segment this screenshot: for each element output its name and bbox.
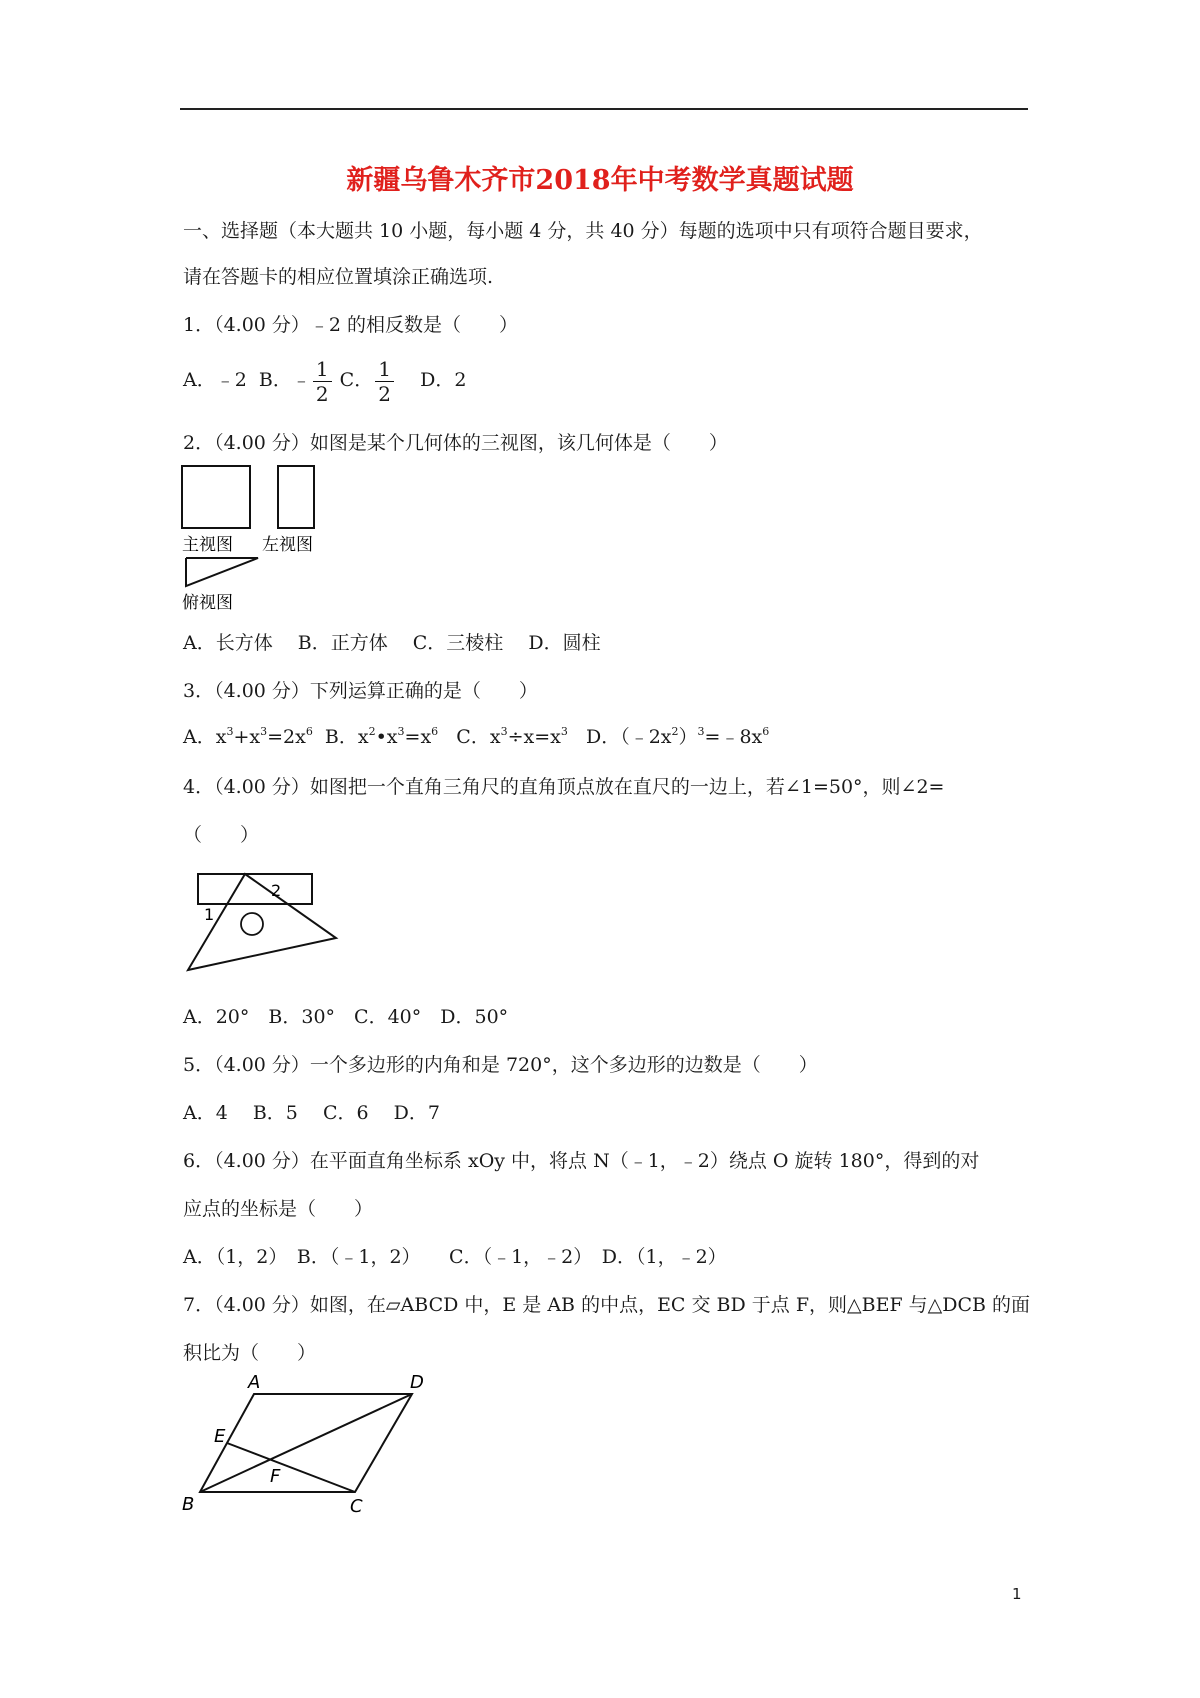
q3-a-mid1: +x [233, 726, 261, 748]
page-number: 1 [1012, 1585, 1022, 1603]
q3-b-exp1: 2 [368, 725, 376, 738]
q1-b-numerator: 1 [313, 357, 332, 382]
q2-options: A．长方体 B．正方体 C．三棱柱 D．圆柱 [183, 632, 601, 654]
q3-d-exp3: 6 [762, 725, 770, 738]
q1-option-c-fraction [375, 357, 394, 406]
q1-c-denominator: 2 [378, 381, 391, 406]
q1-b-denominator: 2 [315, 381, 329, 406]
page-title: 新疆乌鲁木齐市2018年中考数学真题试题 [346, 165, 854, 196]
q2-three-view-figure [180, 462, 340, 614]
q7-stem-line2: 积比为（ ） [183, 1342, 317, 1364]
q7-point-e-label: E [214, 1426, 226, 1447]
q3-d-exp2: 3 [697, 725, 705, 738]
q2-top-view-triangle [186, 558, 258, 586]
q7-stem-line1: 7．（4.00 分）如图，在▱ABCD 中，E 是 AB 的中点，EC 交 BD 于点 F，则△BEF 与△DCB 的面 [183, 1294, 1031, 1316]
q2-front-view-label: 主视图 [182, 535, 233, 555]
q7-diagonal-bd [200, 1394, 412, 1492]
q7-point-f-label: F [270, 1466, 281, 1487]
q1-option-a: A．﹣2 [183, 369, 247, 391]
q3-a-exp1: 3 [226, 725, 234, 738]
q4-options: A．20° B．30° C．40° D．50° [183, 1006, 509, 1028]
q3-a-exp2: 3 [260, 725, 268, 738]
q1-option-b-label: B． [258, 369, 292, 391]
q2-left-view-rect [278, 466, 314, 528]
q4-stem-line1: 4．（4.00 分）如图把一个直角三角尺的直角顶点放在直尺的一边上，若∠1=50°，则∠2= [183, 776, 945, 798]
section-instructions-line1: 一、选择题（本大题共 10 小题，每小题 4 分，共 40 分）每题的选项中只有项符合题目要求， [183, 220, 983, 242]
q4-ruler-triangle-figure [180, 868, 350, 978]
section-instructions-line2: 请在答题卡的相应位置填涂正确选项. [183, 266, 494, 288]
q3-a-mid2: =2x [267, 726, 306, 748]
q1-option-d: D．2 [420, 369, 467, 391]
q4-ruler-rect [198, 874, 312, 904]
q3-b-mid1: •x [375, 726, 398, 748]
q6-options: A．（1，2） B．（﹣1，2） C．（﹣1，﹣2） D．（1，﹣2） [183, 1246, 727, 1268]
q4-angle1-label: 1 [204, 905, 215, 924]
q3-b-mid2: =x [404, 726, 432, 748]
q2-top-view-label: 俯视图 [182, 593, 233, 613]
q7-point-d-label: D [410, 1372, 424, 1393]
q3-c-exp2: 3 [560, 725, 568, 738]
q3-b-exp3: 6 [431, 725, 439, 738]
q7-parallelogram-figure [178, 1372, 438, 1514]
q3-option-d [586, 726, 769, 748]
q1-option-b-sign: ﹣ [291, 369, 311, 391]
q1-option-c-label: C． [339, 369, 374, 391]
q2-left-view-label: 左视图 [262, 535, 313, 555]
q3-c-base: C．x [456, 726, 501, 748]
q3-a-base: A．x [183, 726, 227, 748]
q3-options [183, 724, 769, 750]
q3-b-base: B．x [324, 726, 369, 748]
q3-d-mid2: =﹣8x [704, 726, 763, 748]
q1-c-numerator: 1 [375, 357, 394, 382]
q6-stem-line2: 应点的坐标是（ ） [183, 1198, 374, 1220]
q3-stem: 3．（4.00 分）下列运算正确的是（ ） [183, 680, 538, 702]
q5-options: A．4 B．5 C．6 D．7 [183, 1102, 440, 1124]
q3-option-a [183, 726, 313, 748]
q6-stem-line1: 6．（4.00 分）在平面直角坐标系 xOy 中，将点 N（﹣1，﹣2）绕点 O 旋转 180°，得到的对 [183, 1150, 980, 1172]
q7-point-c-label: C [350, 1496, 363, 1514]
q2-front-view-rect [182, 466, 250, 528]
q7-point-a-label: A [248, 1372, 261, 1393]
q3-d-exp1: 2 [671, 725, 679, 738]
q3-c-mid1: ÷x=x [507, 726, 561, 748]
q3-b-exp2: 3 [397, 725, 405, 738]
q3-a-exp3: 6 [305, 725, 313, 738]
q1-options [183, 352, 466, 408]
q7-point-b-label: B [182, 1494, 195, 1514]
q3-c-exp1: 3 [500, 725, 508, 738]
q3-option-b [325, 726, 438, 748]
q4-angle2-label: 2 [271, 881, 282, 900]
q3-d-base: D．（﹣2x [585, 726, 672, 748]
q3-option-c [456, 726, 568, 748]
q1-stem: 1．（4.00 分）﹣2 的相反数是（ ） [183, 314, 519, 336]
q4-triangle-hole [241, 913, 263, 935]
header-rule [180, 108, 1028, 110]
q1-option-b-fraction [313, 357, 332, 406]
q2-stem: 2．（4.00 分）如图是某个几何体的三视图，该几何体是（ ） [183, 432, 728, 454]
q3-d-mid1: ） [678, 726, 698, 748]
q5-stem: 5．（4.00 分）一个多边形的内角和是 720°，这个多边形的边数是（ ） [183, 1054, 818, 1076]
q4-stem-line2: （ ） [183, 824, 260, 846]
